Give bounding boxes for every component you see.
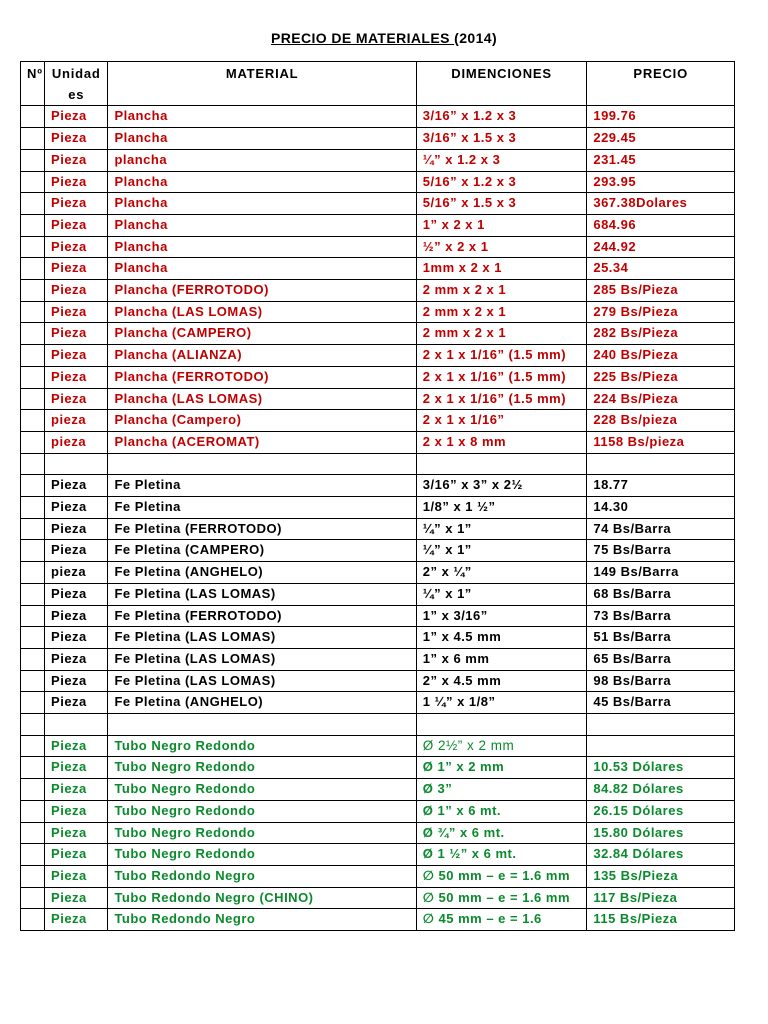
table-row — [21, 280, 735, 302]
cell-price: 73 Bs/Barra — [587, 605, 735, 627]
cell-price: 285 Bs/Pieza — [587, 280, 735, 302]
title-year: (2014) — [454, 30, 498, 46]
cell-material: Tubo Redondo Negro (CHINO) — [108, 887, 416, 909]
cell-number — [21, 692, 45, 714]
cell-price — [587, 453, 735, 475]
cell-unit: Pieza — [45, 735, 108, 757]
table-row — [21, 258, 735, 280]
cell-material: Plancha (FERROTODO) — [108, 366, 416, 388]
cell-material: Fe Pletina (FERROTODO) — [108, 518, 416, 540]
table-row — [21, 648, 735, 670]
cell-number — [21, 844, 45, 866]
cell-unit — [45, 714, 108, 736]
cell-dimensions: Ø 1” x 6 mt. — [416, 800, 587, 822]
cell-unit: Pieza — [45, 648, 108, 670]
cell-price: 26.15 Dólares — [587, 800, 735, 822]
cell-number — [21, 388, 45, 410]
cell-unit: Pieza — [45, 149, 108, 171]
cell-unit: Pieza — [45, 475, 108, 497]
cell-unit: Pieza — [45, 692, 108, 714]
cell-dimensions: 1” x 6 mm — [416, 648, 587, 670]
cell-price: 115 Bs/Pieza — [587, 909, 735, 931]
table-row — [21, 323, 735, 345]
cell-dimensions: ∅ 45 mm – e = 1.6 — [416, 909, 587, 931]
cell-unit: Pieza — [45, 518, 108, 540]
table-row — [21, 475, 735, 497]
cell-price: 293.95 — [587, 171, 735, 193]
cell-unit: Pieza — [45, 106, 108, 128]
cell-price: 199.76 — [587, 106, 735, 128]
cell-number — [21, 518, 45, 540]
cell-price: 229.45 — [587, 128, 735, 150]
table-row — [21, 388, 735, 410]
table-row — [21, 779, 735, 801]
cell-number — [21, 648, 45, 670]
cell-price — [587, 735, 735, 757]
cell-number — [21, 735, 45, 757]
cell-dimensions: 1” x 4.5 mm — [416, 627, 587, 649]
table-row — [21, 670, 735, 692]
cell-dimensions — [416, 453, 587, 475]
cell-material: Plancha — [108, 236, 416, 258]
cell-unit: Pieza — [45, 757, 108, 779]
cell-price: 224 Bs/Pieza — [587, 388, 735, 410]
cell-material — [108, 714, 416, 736]
cell-number — [21, 106, 45, 128]
cell-price: 282 Bs/Pieza — [587, 323, 735, 345]
cell-dimensions: ¼” x 1” — [416, 518, 587, 540]
cell-number — [21, 366, 45, 388]
cell-price: 684.96 — [587, 214, 735, 236]
cell-price: 231.45 — [587, 149, 735, 171]
cell-unit: Pieza — [45, 214, 108, 236]
cell-material: Plancha (CAMPERO) — [108, 323, 416, 345]
cell-price: 98 Bs/Barra — [587, 670, 735, 692]
cell-unit: Pieza — [45, 800, 108, 822]
cell-unit: Pieza — [45, 236, 108, 258]
table-row — [21, 887, 735, 909]
cell-price: 225 Bs/Pieza — [587, 366, 735, 388]
cell-dimensions: 3/16” x 1.2 x 3 — [416, 106, 587, 128]
cell-number — [21, 149, 45, 171]
table-body — [21, 106, 735, 931]
cell-material: Fe Pletina (ANGHELO) — [108, 692, 416, 714]
cell-unit: Pieza — [45, 345, 108, 367]
cell-material: Plancha (Campero) — [108, 410, 416, 432]
table-row — [21, 518, 735, 540]
cell-unit: Pieza — [45, 128, 108, 150]
cell-unit: Pieza — [45, 280, 108, 302]
cell-dimensions: Ø 2½” x 2 mm — [416, 735, 587, 757]
cell-material: Tubo Redondo Negro — [108, 865, 416, 887]
cell-dimensions: 3/16” x 1.5 x 3 — [416, 128, 587, 150]
cell-material: Tubo Negro Redondo — [108, 757, 416, 779]
cell-material: Plancha (ALIANZA) — [108, 345, 416, 367]
cell-material: Plancha (LAS LOMAS) — [108, 388, 416, 410]
cell-number — [21, 171, 45, 193]
cell-price: 279 Bs/Pieza — [587, 301, 735, 323]
cell-number — [21, 627, 45, 649]
cell-price: 45 Bs/Barra — [587, 692, 735, 714]
cell-material: Fe Pletina (LAS LOMAS) — [108, 648, 416, 670]
cell-unit: Pieza — [45, 540, 108, 562]
cell-material: Tubo Negro Redondo — [108, 735, 416, 757]
cell-material: Tubo Negro Redondo — [108, 800, 416, 822]
table-row — [21, 366, 735, 388]
cell-price: 84.82 Dólares — [587, 779, 735, 801]
cell-number — [21, 497, 45, 519]
table-row — [21, 757, 735, 779]
cell-unit: Pieza — [45, 171, 108, 193]
cell-material: Plancha — [108, 128, 416, 150]
table-row — [21, 540, 735, 562]
cell-dimensions: 2 mm x 2 x 1 — [416, 323, 587, 345]
cell-price: 74 Bs/Barra — [587, 518, 735, 540]
cell-dimensions: 5/16” x 1.5 x 3 — [416, 193, 587, 215]
cell-material: Plancha — [108, 106, 416, 128]
cell-material: Tubo Redondo Negro — [108, 909, 416, 931]
cell-material: Fe Pletina — [108, 497, 416, 519]
cell-dimensions: Ø 1 ½” x 6 mt. — [416, 844, 587, 866]
cell-price — [587, 714, 735, 736]
cell-price: 65 Bs/Barra — [587, 648, 735, 670]
cell-dimensions: 2 x 1 x 1/16” (1.5 mm) — [416, 388, 587, 410]
cell-material: Fe Pletina (ANGHELO) — [108, 562, 416, 584]
cell-price: 135 Bs/Pieza — [587, 865, 735, 887]
cell-dimensions: 2 x 1 x 1/16” (1.5 mm) — [416, 345, 587, 367]
cell-unit: Pieza — [45, 822, 108, 844]
cell-material: Plancha (LAS LOMAS) — [108, 301, 416, 323]
cell-price: 117 Bs/Pieza — [587, 887, 735, 909]
cell-dimensions: ¼” x 1.2 x 3 — [416, 149, 587, 171]
cell-price: 244.92 — [587, 236, 735, 258]
cell-dimensions: 1” x 2 x 1 — [416, 214, 587, 236]
cell-dimensions: Ø 1” x 2 mm — [416, 757, 587, 779]
cell-dimensions: 2 x 1 x 8 mm — [416, 431, 587, 453]
header-unit: Unidad es — [45, 62, 108, 106]
cell-number — [21, 280, 45, 302]
table-row — [21, 844, 735, 866]
cell-material: Fe Pletina (FERROTODO) — [108, 605, 416, 627]
table-row — [21, 627, 735, 649]
cell-number — [21, 345, 45, 367]
cell-price: 15.80 Dólares — [587, 822, 735, 844]
cell-unit: Pieza — [45, 627, 108, 649]
cell-dimensions: 1” x 3/16” — [416, 605, 587, 627]
table-row — [21, 497, 735, 519]
cell-material: Fe Pletina (CAMPERO) — [108, 540, 416, 562]
cell-price: 51 Bs/Barra — [587, 627, 735, 649]
table-row — [21, 128, 735, 150]
cell-number — [21, 410, 45, 432]
cell-number — [21, 258, 45, 280]
cell-unit: Pieza — [45, 497, 108, 519]
table-row — [21, 345, 735, 367]
cell-dimensions: 5/16” x 1.2 x 3 — [416, 171, 587, 193]
cell-dimensions: 2” x 4.5 mm — [416, 670, 587, 692]
cell-number — [21, 431, 45, 453]
cell-unit: pieza — [45, 431, 108, 453]
cell-material: Plancha — [108, 171, 416, 193]
cell-dimensions: 2 mm x 2 x 1 — [416, 280, 587, 302]
cell-number — [21, 779, 45, 801]
cell-price: 149 Bs/Barra — [587, 562, 735, 584]
table-row — [21, 822, 735, 844]
table-row — [21, 800, 735, 822]
cell-material: plancha — [108, 149, 416, 171]
cell-unit: Pieza — [45, 779, 108, 801]
cell-price: 1158 Bs/pieza — [587, 431, 735, 453]
header-dimensions: DIMENCIONES — [416, 62, 587, 106]
cell-number — [21, 605, 45, 627]
cell-dimensions: 3/16” x 3” x 2½ — [416, 475, 587, 497]
cell-number — [21, 865, 45, 887]
cell-unit — [45, 453, 108, 475]
cell-number — [21, 323, 45, 345]
cell-price: 240 Bs/Pieza — [587, 345, 735, 367]
cell-material: Plancha — [108, 258, 416, 280]
cell-dimensions: ∅ 50 mm – e = 1.6 mm — [416, 865, 587, 887]
cell-dimensions: 2 mm x 2 x 1 — [416, 301, 587, 323]
header-number: Nº — [21, 62, 45, 106]
cell-unit: Pieza — [45, 865, 108, 887]
cell-dimensions: 2” x ¼” — [416, 562, 587, 584]
cell-number — [21, 822, 45, 844]
title-main: PRECIO DE MATERIALES — [270, 30, 455, 46]
cell-unit: Pieza — [45, 366, 108, 388]
cell-dimensions: ½” x 2 x 1 — [416, 236, 587, 258]
cell-unit: Pieza — [45, 301, 108, 323]
cell-number — [21, 540, 45, 562]
table-row — [21, 583, 735, 605]
cell-material: Plancha (FERROTODO) — [108, 280, 416, 302]
cell-number — [21, 583, 45, 605]
cell-material: Tubo Negro Redondo — [108, 779, 416, 801]
page-title — [0, 30, 768, 46]
cell-material — [108, 453, 416, 475]
cell-number — [21, 714, 45, 736]
cell-material: Tubo Negro Redondo — [108, 822, 416, 844]
cell-dimensions: ∅ 50 mm – e = 1.6 mm — [416, 887, 587, 909]
cell-dimensions: 1 ¼” x 1/8” — [416, 692, 587, 714]
cell-material: Fe Pletina (LAS LOMAS) — [108, 670, 416, 692]
cell-unit: Pieza — [45, 258, 108, 280]
cell-price: 75 Bs/Barra — [587, 540, 735, 562]
table-row — [21, 431, 735, 453]
cell-dimensions: ¼” x 1” — [416, 583, 587, 605]
header-price: PRECIO — [587, 62, 735, 106]
cell-unit: Pieza — [45, 605, 108, 627]
cell-number — [21, 562, 45, 584]
cell-price: 14.30 — [587, 497, 735, 519]
cell-dimensions: Ø 3” — [416, 779, 587, 801]
cell-number — [21, 193, 45, 215]
cell-material: Fe Pletina — [108, 475, 416, 497]
cell-unit: pieza — [45, 410, 108, 432]
cell-dimensions: ¼” x 1” — [416, 540, 587, 562]
table-row — [21, 562, 735, 584]
cell-price: 25.34 — [587, 258, 735, 280]
cell-number — [21, 909, 45, 931]
cell-unit: pieza — [45, 562, 108, 584]
cell-material: Plancha — [108, 193, 416, 215]
cell-dimensions: 1mm x 2 x 1 — [416, 258, 587, 280]
table-row — [21, 193, 735, 215]
table-row — [21, 106, 735, 128]
cell-price: 367.38Dolares — [587, 193, 735, 215]
table-row — [21, 236, 735, 258]
table-row — [21, 171, 735, 193]
cell-dimensions: 2 x 1 x 1/16” (1.5 mm) — [416, 366, 587, 388]
table-row — [21, 714, 735, 736]
cell-material: Plancha (ACEROMAT) — [108, 431, 416, 453]
cell-unit: Pieza — [45, 909, 108, 931]
cell-dimensions — [416, 714, 587, 736]
table-row — [21, 735, 735, 757]
table-row — [21, 605, 735, 627]
cell-number — [21, 670, 45, 692]
cell-number — [21, 301, 45, 323]
table-row — [21, 453, 735, 475]
cell-number — [21, 214, 45, 236]
header-material: MATERIAL — [108, 62, 416, 106]
cell-number — [21, 453, 45, 475]
cell-material: Fe Pletina (LAS LOMAS) — [108, 583, 416, 605]
table-row — [21, 214, 735, 236]
cell-unit: Pieza — [45, 388, 108, 410]
cell-number — [21, 800, 45, 822]
cell-unit: Pieza — [45, 844, 108, 866]
cell-price: 18.77 — [587, 475, 735, 497]
table-row — [21, 692, 735, 714]
cell-unit: Pieza — [45, 193, 108, 215]
cell-price: 10.53 Dólares — [587, 757, 735, 779]
cell-unit: Pieza — [45, 583, 108, 605]
header-row — [21, 62, 735, 106]
cell-material: Plancha — [108, 214, 416, 236]
cell-unit: Pieza — [45, 887, 108, 909]
table-row — [21, 865, 735, 887]
cell-material: Fe Pletina (LAS LOMAS) — [108, 627, 416, 649]
materials-table — [20, 61, 735, 931]
cell-price: 228 Bs/pieza — [587, 410, 735, 432]
cell-material: Tubo Negro Redondo — [108, 844, 416, 866]
cell-price: 68 Bs/Barra — [587, 583, 735, 605]
table-row — [21, 149, 735, 171]
cell-price: 32.84 Dólares — [587, 844, 735, 866]
cell-number — [21, 128, 45, 150]
table-row — [21, 301, 735, 323]
table-row — [21, 909, 735, 931]
cell-number — [21, 475, 45, 497]
cell-unit: Pieza — [45, 670, 108, 692]
cell-unit: Pieza — [45, 323, 108, 345]
cell-number — [21, 887, 45, 909]
cell-dimensions: Ø ¾” x 6 mt. — [416, 822, 587, 844]
cell-dimensions: 2 x 1 x 1/16” — [416, 410, 587, 432]
table-row — [21, 410, 735, 432]
cell-number — [21, 236, 45, 258]
cell-number — [21, 757, 45, 779]
cell-dimensions: 1/8” x 1 ½” — [416, 497, 587, 519]
